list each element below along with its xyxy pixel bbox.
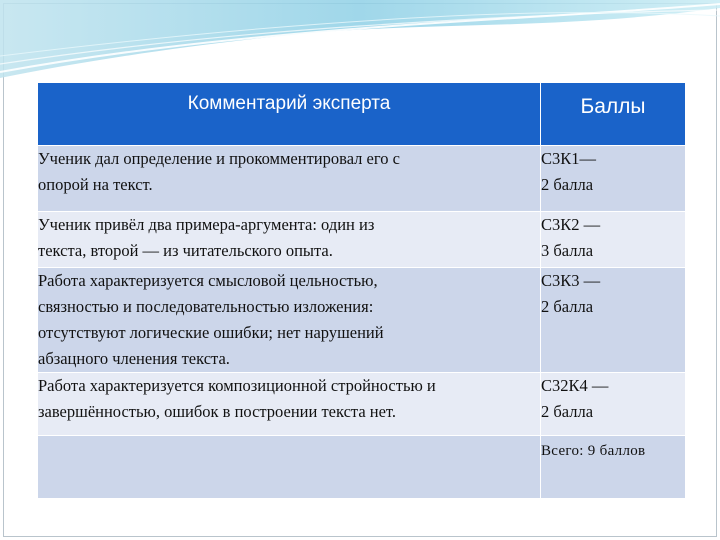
score-code: С3К2 — xyxy=(541,215,601,234)
comment-line: Ученик привёл два примера-аргумента: один из xyxy=(38,215,375,234)
header-score: Баллы xyxy=(541,83,686,146)
score-cell xyxy=(541,212,686,268)
comment-cell xyxy=(38,212,541,268)
expert-score-table xyxy=(37,82,686,499)
comment-line: отсутствуют логические ошибки; нет нарушений xyxy=(38,323,384,342)
table-row xyxy=(38,373,686,436)
empty-cell xyxy=(38,436,541,499)
score-value: 2 балла xyxy=(541,402,594,421)
comment-line: связностью и последовательностью изложения: xyxy=(38,297,374,316)
decorative-wave-band xyxy=(0,0,720,90)
score-code: С32К4 — xyxy=(541,376,609,395)
score-cell xyxy=(541,373,686,436)
comment-line: Ученик дал определение и прокомментировал его с xyxy=(38,149,400,168)
total-cell xyxy=(541,436,686,499)
table-row xyxy=(38,268,686,373)
comment-cell xyxy=(38,373,541,436)
table-total-row xyxy=(38,436,686,499)
header-expert-comment: Комментарий эксперта xyxy=(38,83,541,146)
score-code: С3К1— xyxy=(541,149,597,168)
comment-line: текста, второй — из читательского опыта. xyxy=(38,241,333,260)
comment-line: абзацного членения текста. xyxy=(38,349,230,368)
total-score: Всего: 9 баллов xyxy=(541,443,646,459)
table-row xyxy=(38,212,686,268)
comment-line: Работа характеризуется смысловой цельностью, xyxy=(38,271,378,290)
table-header-row xyxy=(38,83,686,146)
score-value: 3 балла xyxy=(541,241,594,260)
score-cell xyxy=(541,268,686,373)
comment-line: завершённостью, ошибок в построении текста нет. xyxy=(38,402,397,421)
score-value: 2 балла xyxy=(541,297,594,316)
table-row xyxy=(38,146,686,212)
comment-line: опорой на текст. xyxy=(38,175,153,194)
comment-cell xyxy=(38,268,541,373)
score-code: С3К3 — xyxy=(541,271,601,290)
comment-line: Работа характеризуется композиционной стройностью и xyxy=(38,376,436,395)
comment-cell xyxy=(38,146,541,212)
score-cell xyxy=(541,146,686,212)
score-value: 2 балла xyxy=(541,175,594,194)
